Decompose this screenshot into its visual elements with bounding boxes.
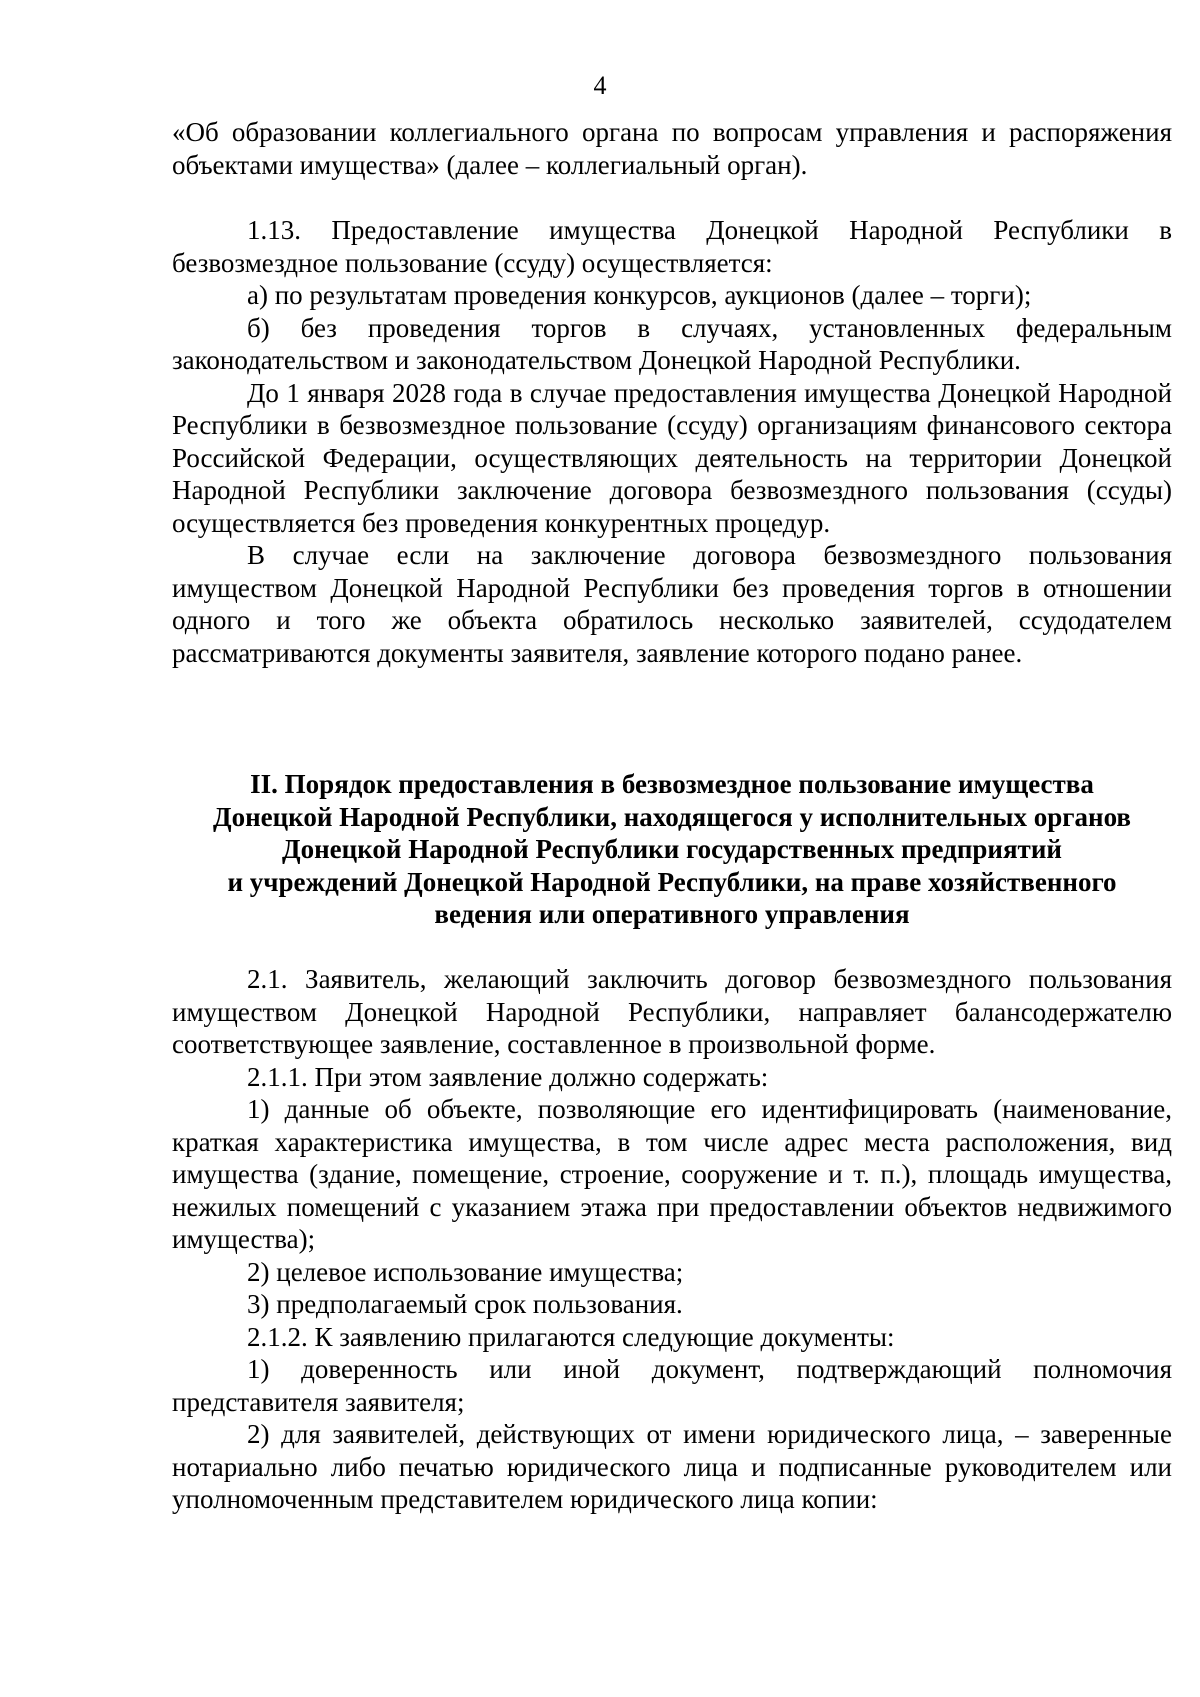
clause-2-1: 2.1. Заявитель, желающий заключить договор безвозмездного пользования имуществом Донецкой Народной Республики, направляет балансодержателю соответствующее заявление, составленное в произвольной форме. xyxy=(172,964,1172,1059)
section-2-heading xyxy=(172,768,1172,931)
clause-2-1-1-item-1: 1) данные об объекте, позволяющие его идентифицировать (наименование, краткая характеристика имущества, в том числе адрес места расположения, вид имущества (здание, помещение, строение, сооружение и т. п.), площадь имущества, нежилых помещений с указанием этажа при предоставлении объектов недвижимого имущества); xyxy=(172,1094,1172,1254)
section-2-body xyxy=(172,963,1172,1516)
clause-2-1-1-item-2: 2) целевое использование имущества; xyxy=(247,1256,684,1287)
intro-block xyxy=(172,116,1172,181)
clause-2-1-2-item-1: 1) доверенность или иной документ, подтверждающий полномочия представителя заявителя; xyxy=(172,1354,1172,1417)
heading-line: Донецкой Народной Республики государственных предприятий xyxy=(282,834,1062,864)
clause-2-1-2: 2.1.2. К заявлению прилагаются следующие документы: xyxy=(247,1321,895,1352)
clause-1-13-b: б) без проведения торгов в случаях, установленных федеральным законодательством и законодательством Донецкой Народной Республики. xyxy=(172,312,1172,375)
heading-line: II. Порядок предоставления в безвозмездное пользование имущества xyxy=(250,769,1094,799)
section-1-13 xyxy=(172,214,1172,669)
clause-2-1-1: 2.1.1. При этом заявление должно содержать: xyxy=(247,1061,769,1092)
page-number: 4 xyxy=(593,71,607,100)
clause-2-1-1-item-3: 3) предполагаемый срок пользования. xyxy=(247,1289,683,1319)
clause-1-13: 1.13. Предоставление имущества Донецкой Народной Республики в безвозмездное пользование (ссуду) осуществляется: xyxy=(172,215,1172,278)
clause-1-13-until-2028: До 1 января 2028 года в случае предоставления имущества Донецкой Народной Республики в безвозмездное пользование (ссуду) организациям финансового сектора Российской Федерации, осуществляющих деятельность на территории Донецкой Народной Республики заключение договора безвозмездного пользования (ссуды) осуществляется без проведения конкурентных процедур. xyxy=(172,377,1172,538)
clause-1-13-a: а) по результатам проведения конкурсов, аукционов (далее – торги); xyxy=(247,280,1032,310)
intro-paragraph: «Об образовании коллегиального органа по вопросам управления и распоряжения объектами имущества» (далее – коллегиальный орган). xyxy=(172,117,1172,180)
heading-line: Донецкой Народной Республики, находящегося у исполнительных органов xyxy=(213,801,1131,832)
clause-2-1-2-item-2: 2) для заявителей, действующих от имени юридического лица, – заверенные нотариально либо печатью юридического лица и подписанные руководителем или уполномоченным представителем юридического лица копии: xyxy=(172,1419,1172,1514)
heading-line: и учреждений Донецкой Народной Республики, на праве хозяйственного xyxy=(227,866,1117,897)
clause-1-13-multiple-applicants: В случае если на заключение договора безвозмездного пользования имуществом Донецкой Народной Республики без проведения торгов в отношении одного и того же объекта обратилось несколько заявителей, ссудодателем рассматриваются документы заявителя, заявление которого подано ранее. xyxy=(172,540,1172,668)
heading-line: ведения или оперативного управления xyxy=(434,899,910,929)
